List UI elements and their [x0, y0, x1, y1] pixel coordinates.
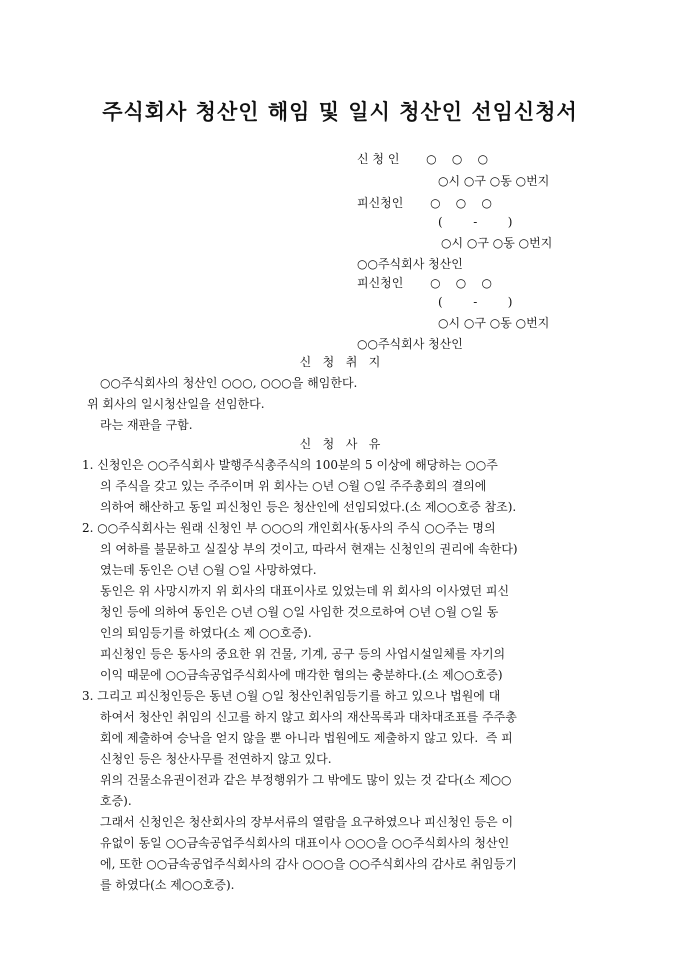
reason-line: 하여서 청산인 취임의 신고를 하지 않고 회사의 재산목록과 대차대조표를 주주총 — [100, 710, 517, 724]
reason-line: 유없이 동일 ○○금속공업주식회사의 대표이사 ○○○을 ○○주식회사의 청산인 — [100, 836, 510, 850]
respondent-2-address: ○시 ○구 ○동 ○번지 — [438, 316, 550, 330]
document-title: 주식회사 청산인 해임 및 일시 청산인 선임신청서 — [102, 99, 578, 124]
applicant-name: 신 청 인 ○ ○ ○ — [357, 152, 489, 166]
purpose-heading: 신 청 취 지 — [299, 355, 381, 369]
respondent-1-address: ○시 ○구 ○동 ○번지 — [441, 236, 553, 250]
purpose-line: 라는 재판을 구함. — [100, 418, 193, 432]
reason-line: 이익 때문에 ○○금속공업주식회사에 매각한 혐의는 충분하다.(소 제○○호증) — [100, 668, 503, 682]
reason-line: 의하여 해산하고 동일 피신청인 등은 청산인에 선임되었다.(소 제○○호증 참조). — [100, 500, 517, 514]
respondent-1-id: ( - ) — [438, 215, 513, 229]
purpose-line: ○○주식회사의 청산인 ○○○, ○○○을 해임한다. — [100, 376, 358, 390]
reason-line: 에, 또한 ○○금속공업주식회사의 감사 ○○○을 ○○주식회사의 감사로 취임등기 — [100, 857, 517, 871]
reason-line: 신청인 등은 청산사무를 전연하지 않고 있다. — [100, 752, 332, 766]
reason-line: 위의 건물소유권이전과 같은 부정행위가 그 밖에도 많이 있는 것 같다(소 제○○ — [100, 773, 512, 787]
respondent-1-name: 피신청인 ○ ○ ○ — [357, 196, 492, 210]
reason-line: 의 여하를 불문하고 실질상 부의 것이고, 따라서 현재는 신청인의 권리에 속한다) — [100, 542, 518, 556]
respondent-2-role: ○○주식회사 청산인 — [357, 337, 463, 351]
reason-line: 의 주식을 갖고 있는 주주이며 위 회사는 ○년 ○월 ○일 주주총회의 결의에 — [100, 479, 487, 493]
respondent-2-id: ( - ) — [438, 295, 513, 309]
reasons-heading: 신 청 사 유 — [299, 437, 381, 451]
applicant-address: ○시 ○구 ○동 ○번지 — [438, 174, 550, 188]
reason-line: 청인 등에 의하여 동인은 ○년 ○월 ○일 사임한 것으로하여 ○년 ○월 ○일 동 — [100, 605, 499, 619]
reason-line: 피신청인 등은 동사의 중요한 위 건물, 기계, 공구 등의 사업시설일체를 자기의 — [100, 647, 506, 661]
reason-line: 2. ○○주식회사는 원래 신청인 부 ○○○의 개인회사(동사의 주식 ○○주는 명의 — [82, 521, 496, 535]
reason-line: 를 하였다(소 제○○호증). — [100, 878, 235, 892]
reason-line: 1. 신청인은 ○○주식회사 발행주식총주식의 100분의 5 이상에 해당하는 ○○주 — [82, 458, 498, 472]
reason-line: 회에 제출하여 승낙을 얻지 않을 뿐 아니라 법원에도 제출하지 않고 있다. 즉 피 — [100, 731, 513, 745]
reason-line: 인의 퇴임등기를 하였다(소 제 ○○호증). — [100, 626, 312, 640]
respondent-1-role: ○○주식회사 청산인 — [357, 257, 463, 271]
reason-line: 그래서 신청인은 청산회사의 장부서류의 열람을 요구하였으나 피신청인 등은 이 — [100, 815, 514, 829]
reason-line: 였는데 동인은 ○년 ○월 ○일 사망하였다. — [100, 563, 317, 577]
purpose-line: 위 회사의 일시청산일을 선임한다. — [87, 397, 265, 411]
reason-line: 호증). — [100, 794, 132, 808]
reason-line: 3. 그리고 피신청인등은 동년 ○월 ○일 청산인취임등기를 하고 있으나 법원에 대 — [82, 689, 501, 703]
respondent-2-name: 피신청인 ○ ○ ○ — [357, 276, 492, 290]
reason-line: 동인은 위 사망시까지 위 회사의 대표이사로 있었는데 위 회사의 이사였던 피신 — [100, 584, 510, 598]
